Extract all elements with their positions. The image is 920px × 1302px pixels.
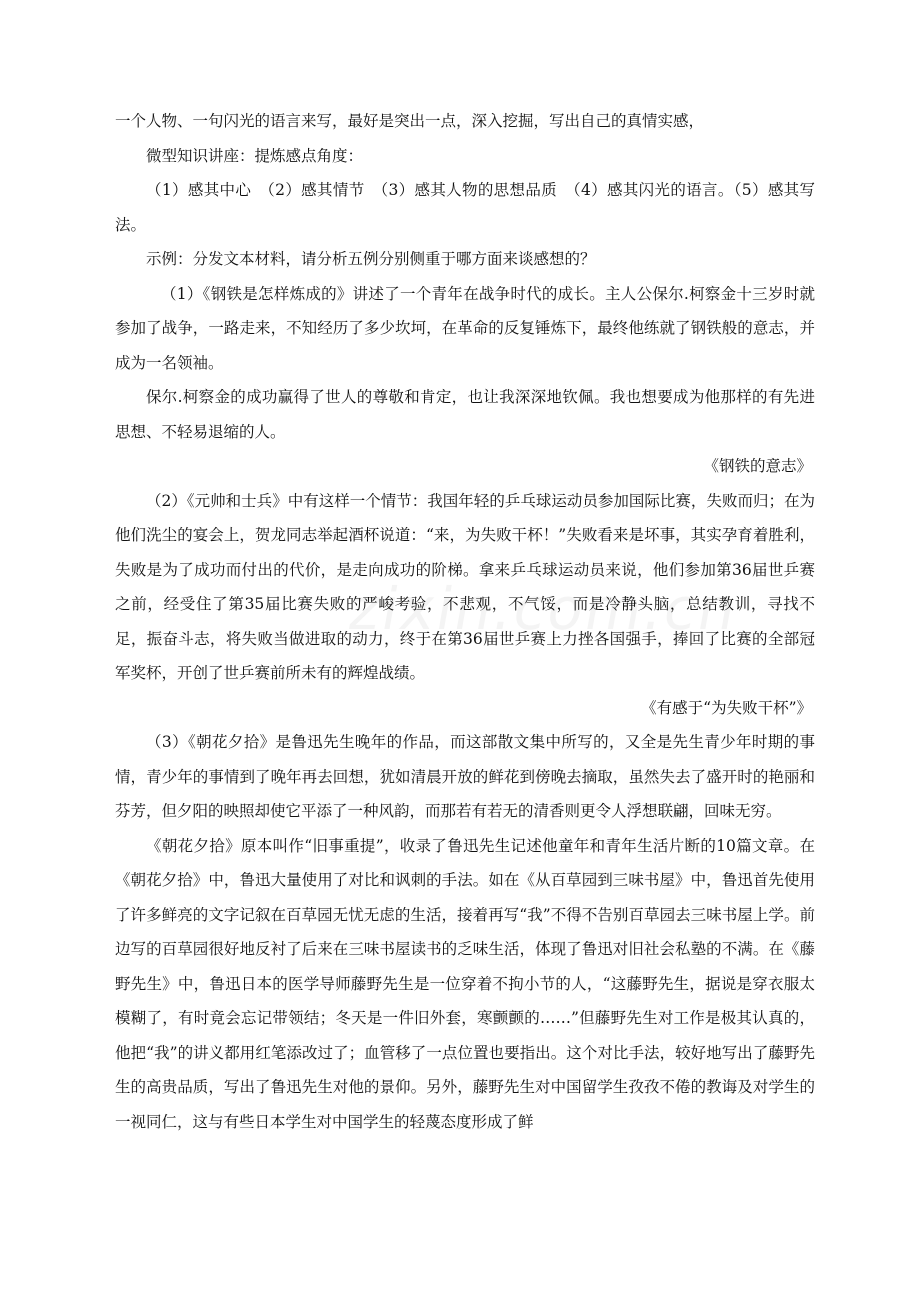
document-page: [115, 104, 815, 1139]
example-1-paragraph-a: （1）《钢铁是怎样炼成的》讲述了一个青年在战争时代的成长。主人公保尔.柯察金十三岁时就参加了战争，一路走来，不知经历了多少坎坷，在革命的反复锤炼下，最终他练就了钢铁般的意志，并成为一名领袖。: [115, 284, 815, 372]
example-2-paragraph: （2）《元帅和士兵》中有这样一个情节：我国年轻的乒乓球运动员参加国际比赛，失败而归；在为他们洗尘的宴会上，贺龙同志举起酒杯说道：“来，为失败干杯！”失败看来是坏事，其实孕育着胜利，失败是为了成功而付出的代价，是走向成功的阶梯。拿来乒乓球运动员来说，他们参加第36届世乒赛之前，经受住了第35届比赛失败的严峻考验，不悲观，不气馁，而是冷静头脑，总结教训，寻找不足，振奋斗志，将失败当做进取的动力，终于在第36届世乒赛上力挫各国强手，捧回了比赛的全部冠军奖杯，开创了世乒赛前所未有的辉煌战绩。: [115, 491, 815, 682]
angle-list: （1）感其中心 （2）感其情节 （3）感其人物的思想品质 （4）感其闪光的语言。（5）感其写法。: [115, 181, 815, 234]
example-prompt: 示例：分发文本材料，请分析五例分别侧重于哪方面来谈感想的？: [146, 250, 596, 268]
lecture-heading: 微型知识讲座：提炼感点角度：: [146, 146, 364, 165]
example-2-title: 《有感于“为失败干杯”》: [641, 698, 812, 717]
example-1-paragraph-b: 保尔.柯察金的成功赢得了世人的尊敬和肯定，也让我深深地钦佩。我也想要成为他那样的有先进思想、不轻易退缩的人。: [115, 388, 815, 441]
paragraph-1: 一个人物、一句闪光的语言来写，最好是突出一点，深入挖掘，写出自己的真情实感，: [115, 112, 705, 130]
example-3-paragraph-b: 《朝花夕拾》原本叫作“旧事重提”，收录了鲁迅先生记述他童年和青年生活片断的10篇文章。在《朝花夕拾》中，鲁迅大量使用了对比和讽刺的手法。如在《从百草园到三味书屋》中，鲁迅首先使用了许多鲜亮的文字记叙在百草园无忧无虑的生活，接着再写“我”不得不告别百草园去三味书屋上学。前边写的百草园很好地反衬了后来在三味书屋读书的乏味生活，体现了鲁迅对旧社会私塾的不满。在《藤野先生》中，鲁迅日本的医学导师藤野先生是一位穿着不拘小节的人，“这藤野先生，据说是穿衣服太模糊了，有时竟会忘记带领结；冬天是一件旧外套，寒颤颤的……”但藤野先生对工作是极其认真的，他把“我”的讲义都用红笔添改过了；血管移了一点位置也要指出。这个对比手法，较好地写出了藤野先生的高贵品质，写出了鲁迅先生对他的景仰。另外，藤野先生对中国留学生孜孜不倦的教诲及对学生的一视同仁，这与有些日本学生对中国学生的轻蔑态度形成了鲜: [115, 836, 815, 1131]
example-3-paragraph-a: （3）《朝花夕拾》是鲁迅先生晚年的作品，而这部散文集中所写的，又全是先生青少年时期的事情，青少年的事情到了晚年再去回想，犹如清晨开放的鲜花到傍晚去摘取，虽然失去了盛开时的艳丽和芬芳，但夕阳的映照却使它平添了一种风韵，而那若有若无的清香则更令人浮想联翩，回味无穷。: [115, 733, 815, 820]
example-1-title: 《钢铁的意志》: [703, 457, 812, 475]
